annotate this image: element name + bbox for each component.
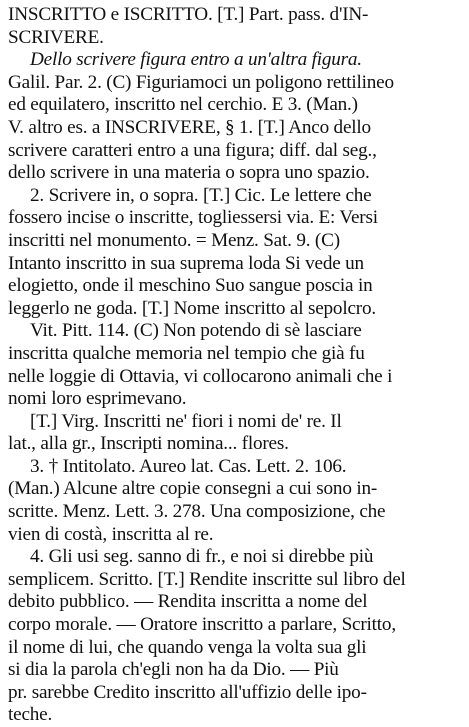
- text-line-10: fossero incise o inscritte, togliessersi via. E: Versi: [8, 207, 378, 229]
- text-line-1: INSCRITTO e ISCRITTO. [T.] Part. pass. d'IN-: [8, 4, 369, 25]
- text-line-9: 2. Scrivere in, o sopra. [T.] Cic. Le lettere che: [30, 184, 372, 206]
- text-line-32: teche.: [8, 704, 53, 726]
- text-line-21: 3. † Intitolato. Aureo lat. Cas. Lett. 2. 106.: [30, 455, 347, 477]
- text-line-31: pr. sarebbe Credito inscritto all'uffizio delle ipo-: [8, 681, 367, 703]
- text-line-14: leggerlo ne goda. [T.] Nome inscritto al sepolcro.: [8, 297, 376, 319]
- dictionary-entry: [8, 4, 462, 727]
- text-line-16: inscritta qualche memoria nel tempio che già fu: [8, 342, 365, 364]
- text-line-28: corpo morale. — Oratore inscritto a parlare, Scritto,: [8, 614, 396, 636]
- text-line-22: (Man.) Alcune altre copie consegni a cui sono in-: [8, 478, 378, 500]
- text-line-4: Galil. Par. 2. (C) Figuriamoci un poligono rettilineo: [8, 71, 394, 93]
- text-line-20: lat., alla gr., Inscripti nomina... flores.: [8, 433, 289, 455]
- text-line-26: semplicem. Scritto. [T.] Rendite inscritte sul libro del: [8, 568, 406, 590]
- text-line-18: nomi loro esprimevano.: [8, 388, 187, 410]
- text-line-15: Vit. Pitt. 114. (C) Non potendo di sè lasciare: [30, 320, 362, 342]
- text-line-3: Dello scrivere figura entro a un'altra figura.: [30, 49, 362, 71]
- text-line-2: SCRIVERE.: [8, 26, 104, 48]
- text-line-8: dello scrivere in una materia o sopra uno spazio.: [8, 162, 370, 184]
- text-line-13: elogietto, onde il meschino Suo sangue poscia in: [8, 275, 373, 297]
- text-line-7: scrivere caratteri entro a una figura; diff. dal seg.,: [8, 139, 377, 161]
- text-line-27: debito pubblico. — Rendita inscritta a nome del: [8, 591, 368, 613]
- text-line-30: si dia la parola ch'egli non ha da Dio. — Più: [8, 659, 339, 681]
- text-line-19: [T.] Virg. Inscritti ne' fiori i nomi de' re. Il: [30, 410, 342, 432]
- text-line-24: vien di costà, inscritta al re.: [8, 523, 214, 545]
- text-line-11: inscritti nel monumento. = Menz. Sat. 9. (C): [8, 229, 340, 251]
- text-line-6: V. altro es. a INSCRIVERE, § 1. [T.] Anco dello: [8, 116, 371, 138]
- text-line-29: il nome di lui, che quando venga la volta sua gli: [8, 636, 367, 658]
- text-line-5: ed equilatero, inscritto nel cerchio. E 3. (Man.): [8, 94, 358, 116]
- text-line-23: scritte. Menz. Lett. 3. 278. Una composizione, che: [8, 501, 386, 523]
- text-line-17: nelle loggie di Ottavia, vi collocarono animali che i: [8, 365, 393, 387]
- text-line-25: 4. Gli usi seg. sanno di fr., e noi si direbbe più: [30, 546, 374, 568]
- text-line-12: Intanto inscritto in sua suprema loda Si vede un: [8, 252, 364, 274]
